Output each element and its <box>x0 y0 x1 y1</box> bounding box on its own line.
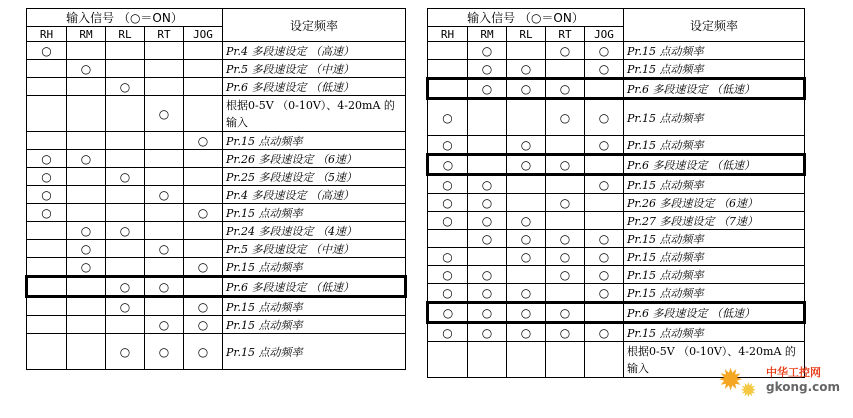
signal-cell-rt: ○ <box>145 240 184 258</box>
signal-cell-jog <box>184 240 223 258</box>
signal-cell-rh <box>27 240 67 258</box>
signal-cell-jog: ○ <box>184 258 223 277</box>
signal-cell-jog: ○ <box>585 175 624 194</box>
table-row <box>27 222 406 240</box>
signal-cell-rh: ○ <box>428 155 468 175</box>
signal-cell-rl: ○ <box>507 323 546 342</box>
signal-cell-rl <box>507 42 546 60</box>
signal-cell-jog: ○ <box>585 266 624 284</box>
signal-cell-rt: ○ <box>546 99 585 136</box>
col-header-rh: RH <box>428 27 468 42</box>
signal-cell-rh: ○ <box>428 248 468 266</box>
table-row <box>27 316 406 334</box>
frequency-cell: Pr.15 点动频率 <box>624 323 805 342</box>
signal-cell-jog: ○ <box>184 334 223 370</box>
table-row <box>428 194 805 212</box>
col-header-jog: JOG <box>585 27 624 42</box>
signal-cell-rh: ○ <box>428 212 468 230</box>
signal-cell-jog: ○ <box>585 248 624 266</box>
signal-cell-jog: ○ <box>585 284 624 303</box>
signal-cell-jog: ○ <box>585 60 624 79</box>
frequency-cell: 根据0-5V （0-10V）、4-20mA 的输入 <box>223 96 406 132</box>
highlighted-table-row <box>428 155 805 175</box>
signal-cell-rm: ○ <box>67 258 106 277</box>
table-row <box>27 240 406 258</box>
frequency-cell: Pr.6 多段速设定 （低速） <box>624 303 805 323</box>
signal-cell-rl <box>106 204 145 222</box>
signal-cell-rt <box>145 150 184 168</box>
signal-cell-rl <box>507 342 546 378</box>
table-row <box>428 266 805 284</box>
table-row <box>428 212 805 230</box>
signal-cell-rh <box>428 230 468 248</box>
signal-cell-rm <box>67 186 106 204</box>
signal-cell-rt: ○ <box>145 334 184 370</box>
signal-cell-rl <box>106 240 145 258</box>
frequency-cell: Pr.15 点动频率 <box>624 175 805 194</box>
signal-cell-rl <box>106 132 145 150</box>
signal-cell-rt: ○ <box>546 42 585 60</box>
frequency-cell: Pr.15 点动频率 <box>223 258 406 277</box>
signal-cell-rm <box>468 342 507 378</box>
signal-cell-rm <box>67 42 106 60</box>
signal-cell-rt <box>145 60 184 78</box>
signal-cell-rt: ○ <box>546 266 585 284</box>
signal-cell-rt <box>145 78 184 96</box>
signal-cell-jog: ○ <box>585 42 624 60</box>
signal-cell-rm <box>67 78 106 96</box>
frequency-cell: Pr.15 点动频率 <box>223 204 406 222</box>
signal-cell-rh <box>27 258 67 277</box>
signal-cell-rh: ○ <box>428 99 468 136</box>
signal-cell-rh: ○ <box>428 194 468 212</box>
signal-cell-rm: ○ <box>67 150 106 168</box>
signal-cell-rm: ○ <box>468 42 507 60</box>
table-row <box>27 258 406 277</box>
col-header-jog: JOG <box>184 27 223 42</box>
signal-cell-rl: ○ <box>106 334 145 370</box>
frequency-cell: Pr.4 多段速设定 （高速） <box>223 42 406 60</box>
signal-cell-jog <box>585 194 624 212</box>
signal-cell-rt <box>546 136 585 155</box>
frequency-cell: Pr.5 多段速设定 （中速） <box>223 240 406 258</box>
frequency-cell: Pr.15 点动频率 <box>223 297 406 316</box>
signal-cell-rm <box>67 297 106 316</box>
signal-cell-rt: ○ <box>145 96 184 132</box>
signal-cell-rh <box>27 222 67 240</box>
table-row <box>27 132 406 150</box>
signal-cell-rm <box>67 132 106 150</box>
table-row <box>428 175 805 194</box>
frequency-cell: Pr.27 多段速设定 （7速） <box>624 212 805 230</box>
signal-cell-rt: ○ <box>546 303 585 323</box>
signal-cell-rm <box>67 96 106 132</box>
signal-cell-rm: ○ <box>468 60 507 79</box>
signal-cell-rm <box>67 277 106 297</box>
signal-cell-rm: ○ <box>468 194 507 212</box>
signal-cell-rm: ○ <box>67 240 106 258</box>
table-row <box>27 297 406 316</box>
signal-cell-rh <box>428 79 468 99</box>
signal-cell-rh <box>428 342 468 378</box>
table-row <box>428 284 805 303</box>
signal-cell-rl <box>507 175 546 194</box>
signal-cell-rt: ○ <box>546 323 585 342</box>
signal-cell-rt: ○ <box>546 79 585 99</box>
signal-cell-rl <box>106 42 145 60</box>
signal-cell-jog: ○ <box>585 323 624 342</box>
signal-cell-rl: ○ <box>507 136 546 155</box>
signal-cell-rt <box>145 132 184 150</box>
left-signal-table-container <box>25 8 407 370</box>
frequency-cell: Pr.26 多段速设定 （6速） <box>223 150 406 168</box>
frequency-cell: Pr.4 多段速设定 （高速） <box>223 186 406 204</box>
table-row <box>27 204 406 222</box>
signal-cell-rh: ○ <box>428 323 468 342</box>
signal-cell-rl: ○ <box>507 79 546 99</box>
signal-cell-rt: ○ <box>546 194 585 212</box>
table-row <box>27 60 406 78</box>
table-row <box>428 248 805 266</box>
signal-cell-rt <box>145 168 184 186</box>
right-signal-table <box>426 8 806 378</box>
signal-cell-jog: ○ <box>184 204 223 222</box>
signal-cell-rh: ○ <box>428 303 468 323</box>
frequency-cell: Pr.24 多段速设定 （4速） <box>223 222 406 240</box>
signal-cell-rm: ○ <box>468 230 507 248</box>
signal-cell-rh <box>428 60 468 79</box>
signal-cell-rl: ○ <box>507 230 546 248</box>
frequency-cell: Pr.25 多段速设定 （5速） <box>223 168 406 186</box>
col-header-rh: RH <box>27 27 67 42</box>
col-header-rt: RT <box>145 27 184 42</box>
signal-cell-jog: ○ <box>184 316 223 334</box>
signal-cell-jog <box>585 342 624 378</box>
signal-cell-rh <box>27 316 67 334</box>
signal-cell-rm: ○ <box>468 175 507 194</box>
signal-cell-rh: ○ <box>27 168 67 186</box>
input-signal-header: 输入信号 （○＝ON） <box>27 9 223 27</box>
left-signal-table <box>25 8 407 370</box>
signal-cell-jog <box>184 78 223 96</box>
frequency-cell: Pr.26 多段速设定 （6速） <box>624 194 805 212</box>
signal-cell-jog <box>585 79 624 99</box>
signal-cell-jog <box>184 168 223 186</box>
table-row <box>27 42 406 60</box>
table-row <box>428 99 805 136</box>
table-row <box>27 150 406 168</box>
signal-cell-rt: ○ <box>546 155 585 175</box>
signal-cell-rm <box>468 155 507 175</box>
frequency-cell: Pr.15 点动频率 <box>223 132 406 150</box>
signal-cell-jog <box>184 222 223 240</box>
signal-cell-jog <box>184 186 223 204</box>
signal-cell-jog <box>184 96 223 132</box>
signal-cell-rl <box>106 316 145 334</box>
highlighted-table-row <box>428 303 805 323</box>
frequency-cell: Pr.15 点动频率 <box>624 230 805 248</box>
signal-cell-rl: ○ <box>106 277 145 297</box>
gear-icon: ✹ <box>718 363 744 398</box>
signal-cell-rh <box>27 334 67 370</box>
signal-cell-rl <box>507 266 546 284</box>
col-header-rl: RL <box>106 27 145 42</box>
frequency-cell: Pr.15 点动频率 <box>624 248 805 266</box>
signal-cell-rt <box>145 42 184 60</box>
signal-cell-jog: ○ <box>184 297 223 316</box>
set-frequency-header: 设定频率 <box>223 9 406 42</box>
table-row <box>428 136 805 155</box>
frequency-cell: Pr.6 多段速设定 （低速） <box>223 78 406 96</box>
signal-cell-rm: ○ <box>468 79 507 99</box>
right-signal-table-container <box>426 8 806 378</box>
signal-cell-jog <box>585 155 624 175</box>
signal-cell-rt: ○ <box>546 230 585 248</box>
signal-cell-rl: ○ <box>106 168 145 186</box>
signal-cell-jog <box>585 212 624 230</box>
frequency-cell: Pr.15 点动频率 <box>223 316 406 334</box>
signal-cell-rt: ○ <box>145 277 184 297</box>
signal-cell-rh <box>428 42 468 60</box>
signal-cell-rm <box>67 316 106 334</box>
signal-cell-rh <box>27 60 67 78</box>
signal-cell-rt: ○ <box>546 248 585 266</box>
signal-cell-rm: ○ <box>468 323 507 342</box>
signal-cell-rt <box>546 284 585 303</box>
frequency-cell: Pr.6 多段速设定 （低速） <box>624 79 805 99</box>
signal-cell-rt: ○ <box>145 316 184 334</box>
signal-cell-rm <box>468 136 507 155</box>
highlighted-table-row <box>428 79 805 99</box>
table-row <box>27 168 406 186</box>
frequency-cell: Pr.15 点动频率 <box>624 99 805 136</box>
frequency-cell: Pr.15 点动频率 <box>624 136 805 155</box>
input-signal-header: 输入信号 （○＝ON） <box>428 9 624 27</box>
signal-cell-jog: ○ <box>585 230 624 248</box>
frequency-cell: Pr.6 多段速设定 （低速） <box>223 277 406 297</box>
signal-cell-rh: ○ <box>27 150 67 168</box>
signal-cell-rm <box>67 334 106 370</box>
signal-cell-jog: ○ <box>184 132 223 150</box>
signal-cell-rl: ○ <box>507 303 546 323</box>
signal-cell-rl: ○ <box>507 284 546 303</box>
signal-cell-rh: ○ <box>428 266 468 284</box>
table-row <box>27 78 406 96</box>
signal-cell-rh <box>27 277 67 297</box>
watermark-domain: gkong.com <box>766 380 841 394</box>
right-table-body <box>428 42 805 378</box>
signal-cell-rl: ○ <box>106 297 145 316</box>
signal-cell-rt <box>145 297 184 316</box>
signal-cell-rl: ○ <box>106 78 145 96</box>
signal-cell-rm: ○ <box>67 60 106 78</box>
signal-cell-rl <box>106 60 145 78</box>
col-header-rl: RL <box>507 27 546 42</box>
frequency-cell: Pr.15 点动频率 <box>624 42 805 60</box>
table-row <box>428 323 805 342</box>
signal-cell-rl <box>507 194 546 212</box>
signal-cell-rm: ○ <box>67 222 106 240</box>
signal-cell-rt <box>546 60 585 79</box>
signal-cell-rh <box>27 297 67 316</box>
table-row <box>27 186 406 204</box>
signal-cell-rm: ○ <box>468 266 507 284</box>
watermark-title: 中华工控网 <box>766 366 821 379</box>
col-header-rm: RM <box>468 27 507 42</box>
signal-cell-jog: ○ <box>585 99 624 136</box>
signal-cell-rt <box>546 175 585 194</box>
signal-cell-rh <box>27 96 67 132</box>
signal-cell-rt <box>145 222 184 240</box>
signal-cell-rm <box>67 204 106 222</box>
frequency-cell: Pr.15 点动频率 <box>223 334 406 370</box>
signal-cell-rl <box>106 96 145 132</box>
table-row <box>27 334 406 370</box>
signal-cell-jog <box>184 60 223 78</box>
signal-cell-jog: ○ <box>585 136 624 155</box>
left-table-body <box>27 42 406 370</box>
signal-cell-rh <box>27 132 67 150</box>
col-header-rt: RT <box>546 27 585 42</box>
signal-cell-rh: ○ <box>27 204 67 222</box>
signal-cell-rm <box>67 168 106 186</box>
signal-cell-rm: ○ <box>468 284 507 303</box>
signal-cell-rh: ○ <box>27 42 67 60</box>
frequency-cell: Pr.6 多段速设定 （低速） <box>624 155 805 175</box>
signal-cell-rh: ○ <box>428 136 468 155</box>
signal-cell-rh: ○ <box>428 175 468 194</box>
signal-cell-rl: ○ <box>507 60 546 79</box>
frequency-cell: 根据0-5V （0-10V）、4-20mA 的输入 <box>624 342 805 378</box>
signal-cell-rh <box>27 78 67 96</box>
frequency-cell: Pr.15 点动频率 <box>624 266 805 284</box>
signal-cell-rl <box>106 258 145 277</box>
signal-cell-jog <box>585 303 624 323</box>
set-frequency-header: 设定频率 <box>624 9 805 42</box>
signal-cell-rh: ○ <box>428 284 468 303</box>
signal-cell-rt <box>546 342 585 378</box>
signal-cell-rt <box>145 204 184 222</box>
signal-cell-rl <box>106 150 145 168</box>
frequency-cell: Pr.15 点动频率 <box>624 60 805 79</box>
signal-cell-rm <box>468 248 507 266</box>
signal-cell-rl: ○ <box>106 222 145 240</box>
signal-cell-rm: ○ <box>468 212 507 230</box>
signal-cell-rt <box>546 212 585 230</box>
signal-cell-rl <box>106 186 145 204</box>
signal-cell-rl <box>507 99 546 136</box>
signal-cell-rm <box>468 99 507 136</box>
signal-cell-jog <box>184 150 223 168</box>
signal-cell-jog <box>184 277 223 297</box>
table-row <box>428 230 805 248</box>
frequency-cell: Pr.5 多段速设定 （中速） <box>223 60 406 78</box>
highlighted-table-row <box>27 277 406 297</box>
gkong-watermark <box>718 362 848 412</box>
table-row <box>27 96 406 132</box>
signal-cell-rl: ○ <box>507 248 546 266</box>
gear-icon: ✹ <box>740 378 757 402</box>
signal-cell-rl: ○ <box>507 155 546 175</box>
signal-cell-rl: ○ <box>507 212 546 230</box>
signal-cell-rh: ○ <box>27 186 67 204</box>
col-header-rm: RM <box>67 27 106 42</box>
table-row <box>428 60 805 79</box>
signal-cell-rt <box>145 258 184 277</box>
signal-cell-rt: ○ <box>145 186 184 204</box>
frequency-cell: Pr.15 点动频率 <box>624 284 805 303</box>
signal-cell-jog <box>184 42 223 60</box>
signal-cell-rm: ○ <box>468 303 507 323</box>
table-row <box>428 42 805 60</box>
